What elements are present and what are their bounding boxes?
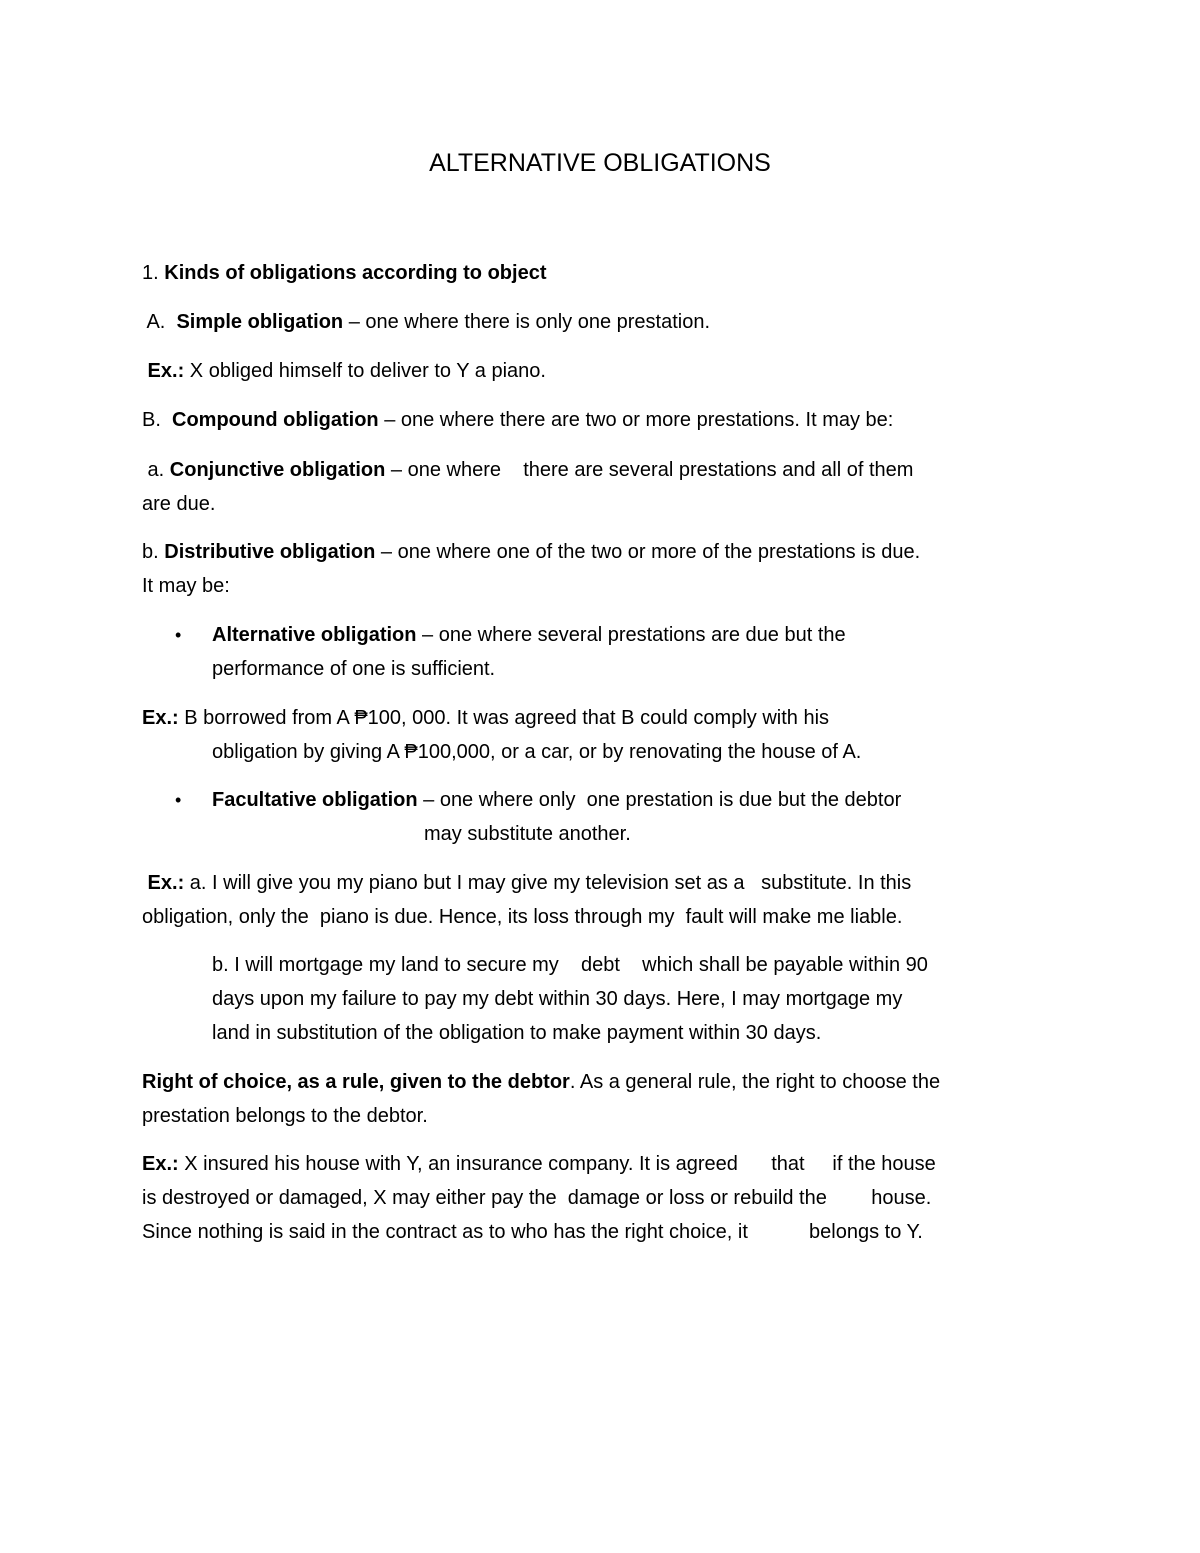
bullet-facultative-continuation: may substitute another. [424,823,631,845]
example-facultative-a [142,866,911,900]
example-facultative-b-line1: b. I will mortgage my land to secure my debt which shall be payable within 90 [212,954,928,976]
example-prefix: Ex.: [142,872,185,894]
item-term: Compound obligation [172,409,379,431]
example-prefix: Ex.: [142,707,179,729]
item-simple-obligation [142,305,710,339]
bullet-alternative-continuation: performance of one is sufficient. [212,658,496,680]
item-distributive-obligation [142,535,920,569]
item-marker: A. [142,311,177,333]
example-facultative-a-continuation: obligation, only the piano is due. Hence, its loss through my fault will make me liable. [142,906,903,928]
right-of-choice-continuation: prestation belongs to the debtor. [142,1105,428,1127]
item-conjunctive-continuation: are due. [142,493,216,515]
item-text: – one where one of the two or more of the prestations is due. [375,541,921,563]
example-text: X obliged himself to deliver to Y a piano. [184,360,546,382]
example-text: X insured his house with Y, an insurance company. It is agreed that if the house [178,1153,936,1175]
bullet-text: – one where several prestations are due but the [416,624,846,646]
example-text: B borrowed from A ₱100, 000. It was agreed that B could comply with his [178,707,830,729]
item-marker: B. [142,409,173,431]
bullet-icon: • [175,625,182,645]
example-alternative-obligation [142,701,829,735]
item-marker: a. [142,459,170,481]
right-of-choice-term: Right of choice, as a rule, given to the debtor [142,1071,570,1093]
bullet-facultative-obligation [212,783,901,817]
example-prefix: Ex.: [142,360,185,382]
bullet-text: – one where only one prestation is due but the debtor [417,789,902,811]
example-facultative-b-line2: days upon my failure to pay my debt within 30 days. Here, I may mortgage my [212,988,903,1010]
example-right-of-choice [142,1147,936,1181]
document-title: ALTERNATIVE OBLIGATIONS [429,149,771,177]
example-prefix: Ex.: [142,1153,179,1175]
example-simple-obligation [142,354,546,388]
right-of-choice-paragraph [142,1065,940,1099]
item-text: – one where there are two or more prestations. It may be: [378,409,894,431]
heading-kinds-of-obligations [142,256,546,290]
bullet-icon: • [175,790,182,810]
item-text: – one where there is only one prestation. [343,311,711,333]
item-term: Simple obligation [176,311,344,333]
example-facultative-b-line3: land in substitution of the obligation to make payment within 30 days. [212,1022,822,1044]
example-alternative-continuation: obligation by giving A ₱100,000, or a car, or by renovating the house of A. [212,741,862,763]
right-of-choice-text: . As a general rule, the right to choose the [569,1071,941,1093]
item-compound-obligation [142,403,893,437]
bullet-term: Alternative obligation [212,624,417,646]
example-right-of-choice-line3: Since nothing is said in the contract as to who has the right choice, it belongs to Y. [142,1221,923,1243]
example-text: a. I will give you my piano but I may give my television set as a substitute. In this [184,872,912,894]
heading-label: Kinds of obligations according to object [164,262,547,284]
bullet-alternative-obligation [212,618,846,652]
item-text: – one where there are several prestations and all of them [385,459,914,481]
item-marker: b. [142,541,165,563]
heading-number: 1. [142,262,165,284]
item-term: Conjunctive obligation [169,459,386,481]
bullet-term: Facultative obligation [212,789,418,811]
item-conjunctive-obligation [142,453,913,487]
item-distributive-continuation: It may be: [142,575,230,597]
item-term: Distributive obligation [164,541,376,563]
example-right-of-choice-line2: is destroyed or damaged, X may either pay the damage or loss or rebuild the house. [142,1187,932,1209]
